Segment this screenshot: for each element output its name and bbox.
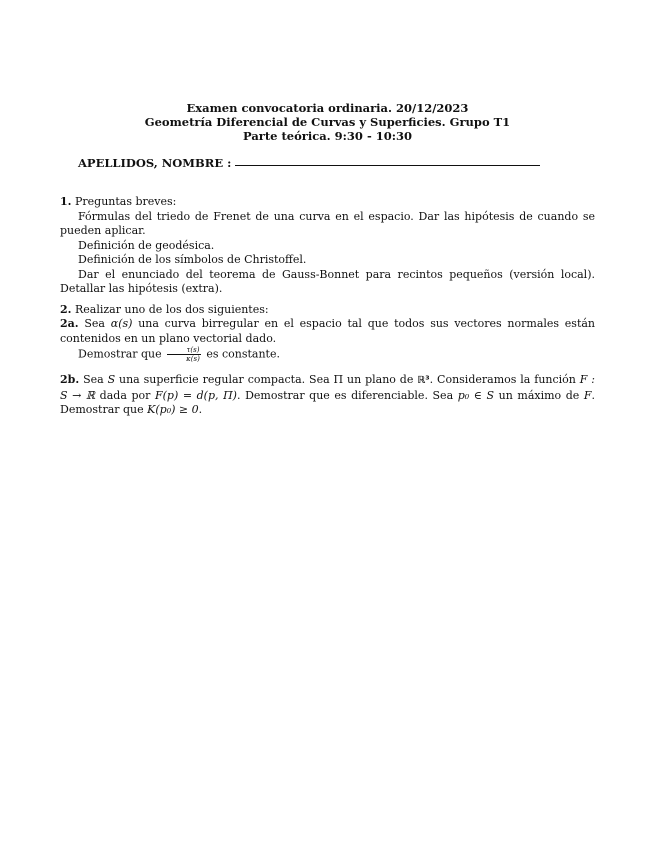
question-2a-text: una curva birregular en el espacio tal que todos sus vectores normales están contenidos en un plano vectorial dado.	[60, 317, 596, 345]
question-2b-text: . Demostrar que	[60, 388, 596, 416]
question-2a-text: Demostrar que	[78, 347, 162, 361]
question-1-item: Definición de los símbolos de Christoffel.	[78, 253, 307, 266]
math-S: S	[107, 373, 116, 386]
question-2b-text: dada por	[99, 388, 151, 402]
name-blank-line	[235, 165, 540, 166]
fraction-numerator: τ(s)	[167, 346, 201, 355]
question-2-title: Realizar uno de los dos siguientes:	[74, 302, 269, 316]
question-2a-label: 2a.	[60, 317, 79, 330]
exam-part-time: Parte teórica. 9:30 - 10:30	[243, 129, 412, 143]
math-F: F	[583, 388, 592, 402]
math-K-p0: K(p₀) ≥ 0	[147, 403, 199, 416]
question-1-title: Preguntas breves:	[74, 195, 177, 208]
exam-header	[0, 101, 655, 143]
question-2b-text: Sea	[83, 373, 104, 386]
question-1-heading	[60, 195, 595, 210]
math-R3: ℝ³	[417, 375, 430, 386]
math-Pi: Π	[333, 373, 344, 386]
math-alpha: α(s)	[110, 317, 133, 330]
question-1-item: Dar el enunciado del teorema de Gauss-Bonnet para recintos pequeños (versión local). Detallar las hipótesis (extra).	[60, 267, 595, 295]
math-F-definition: F(p) = d(p, Π)	[154, 388, 237, 402]
question-2b-text: . Demostrar que es diferenciable. Sea	[236, 388, 454, 402]
question-2b	[60, 373, 595, 418]
question-2b-text: .	[198, 403, 203, 416]
question-2b-text: una superficie regular compacta. Sea	[119, 373, 330, 386]
question-2-heading	[60, 303, 595, 318]
question-1-item: Fórmulas del triedo de Frenet de una curva en el espacio. Dar las hipótesis de cuando se pueden aplicar.	[60, 209, 595, 237]
question-1-number: 1.	[60, 195, 72, 208]
question-2b-text: un plano de	[347, 373, 414, 386]
name-field	[78, 156, 540, 170]
question-2a-text: es constante.	[206, 347, 280, 361]
course-title: Geometría Diferencial de Curvas y Superficies. Grupo T1	[144, 115, 511, 129]
question-2-number: 2.	[60, 302, 72, 316]
exam-body	[60, 195, 595, 418]
fraction-tau-kappa	[167, 346, 201, 363]
question-2a-text: Sea	[84, 317, 105, 330]
name-label: APELLIDOS, NOMBRE :	[78, 156, 232, 170]
question-2b-text: un máximo de	[498, 388, 580, 402]
math-p0: p₀ ∈ S	[457, 388, 495, 402]
exam-title: Examen convocatoria ordinaria. 20/12/2023	[186, 101, 469, 115]
question-2a-statement	[60, 346, 595, 363]
math-function-F: F : S → ℝ	[60, 373, 595, 402]
question-2b-text: . Consideramos la función	[429, 373, 576, 386]
question-1-item: Definición de geodésica.	[78, 238, 215, 252]
question-2a	[60, 317, 595, 346]
question-2b-label: 2b.	[60, 373, 80, 386]
fraction-denominator: κ(s)	[186, 355, 200, 363]
